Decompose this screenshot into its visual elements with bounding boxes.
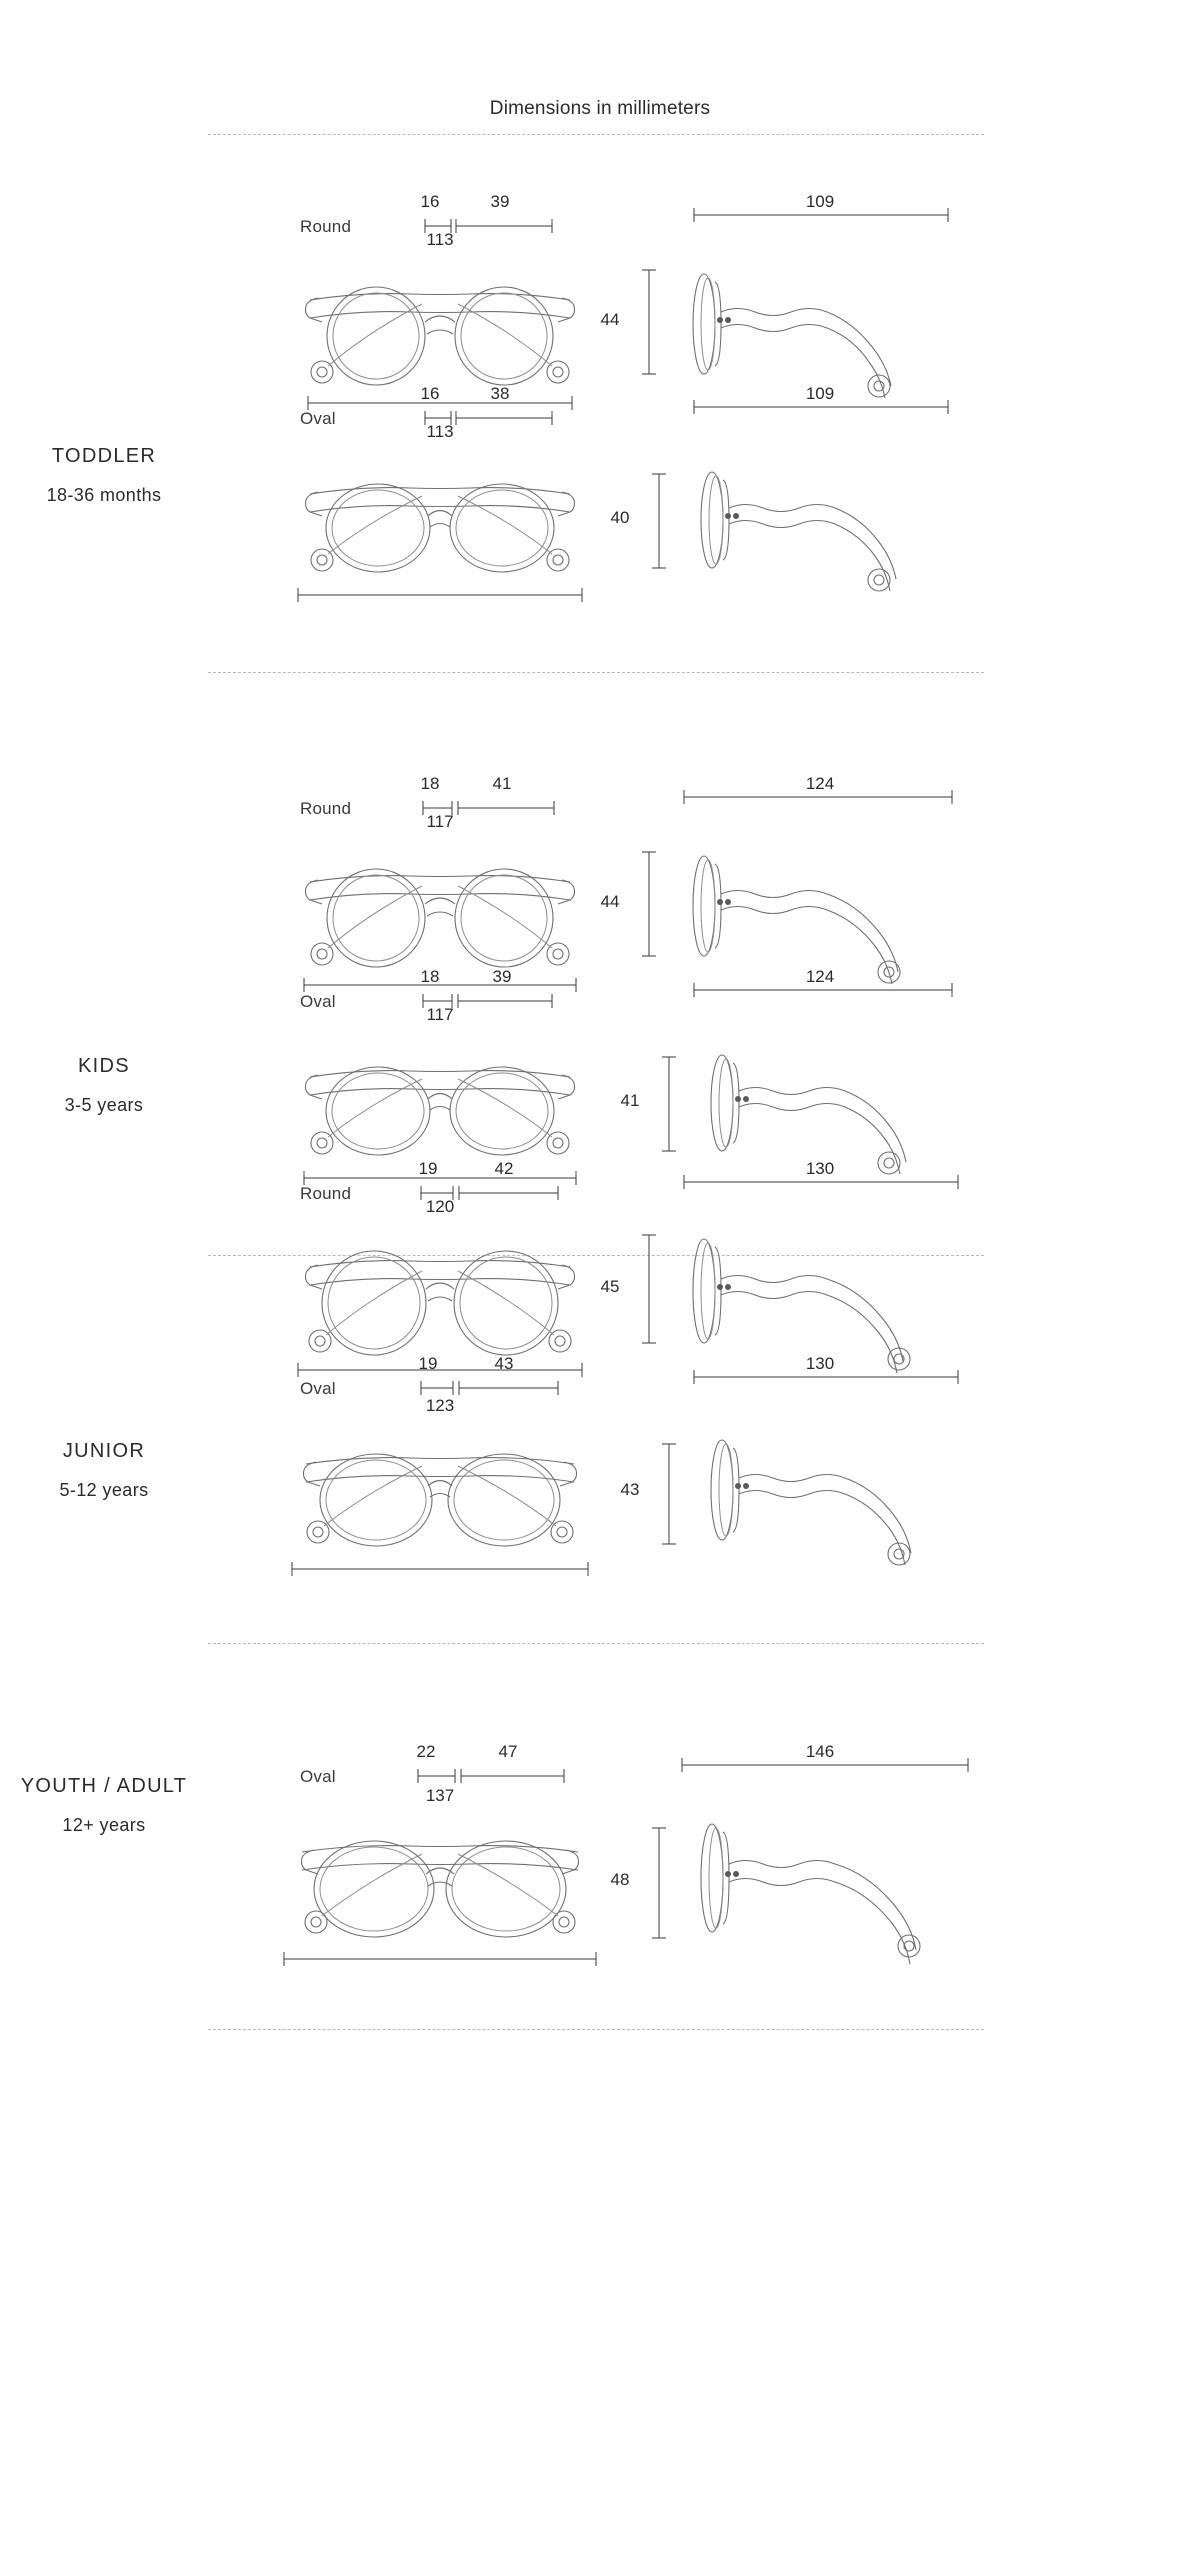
dim-bridge: 18: [420, 774, 440, 793]
dim-temple-length: 146: [805, 1742, 835, 1761]
front-dim-lines: [280, 1758, 600, 1788]
divider: [208, 134, 984, 135]
side-view-oval: [680, 1790, 970, 1970]
dim-temple-length: 124: [805, 967, 835, 986]
side-height-dim-line: [640, 268, 658, 378]
dim-lens-width: 38: [490, 384, 510, 403]
shape-label: Oval: [300, 409, 336, 428]
front-width-dim-line: [280, 1562, 600, 1578]
dim-lens-height: 41: [620, 1091, 640, 1110]
spec-row: [0, 1742, 1200, 2010]
dim-total-width: 120: [425, 1197, 455, 1216]
dim-total-width: 123: [425, 1396, 455, 1415]
spec-row: [0, 1354, 1200, 1622]
group-label-junior: JUNIOR 5-12 years: [59, 1440, 149, 1500]
divider: [208, 2029, 984, 2030]
dim-lens-width: 39: [492, 967, 512, 986]
dim-total-width: 117: [426, 812, 454, 831]
spec-row: [0, 384, 1200, 652]
front-width-dim-line: [280, 1952, 600, 1968]
dim-lens-width: 47: [498, 1742, 518, 1761]
page-title: Dimensions in millimeters: [489, 98, 711, 119]
dim-bridge: 19: [418, 1354, 438, 1373]
dim-temple-length: 130: [805, 1159, 835, 1178]
dim-lens-width: 43: [494, 1354, 514, 1373]
dim-lens-width: 41: [492, 774, 512, 793]
divider: [208, 1643, 984, 1644]
shape-label: Round: [300, 217, 352, 236]
side-height-dim-line: [640, 850, 658, 960]
dim-bridge: 16: [420, 384, 440, 403]
dim-lens-height: 40: [610, 508, 630, 527]
shape-label: Round: [300, 1184, 352, 1203]
front-view-oval: [280, 1790, 600, 1970]
side-height-dim-line: [650, 472, 668, 572]
dim-temple-length: 109: [805, 384, 835, 403]
front-view-oval: [280, 432, 600, 612]
dim-lens-width: 39: [490, 192, 510, 211]
dim-temple-length: 124: [805, 774, 835, 793]
front-width-dim-line: [280, 588, 600, 604]
shape-label: Round: [300, 799, 352, 818]
dim-total-width: 117: [426, 1005, 454, 1024]
shape-label: Oval: [300, 1767, 336, 1786]
side-height-dim-line: [660, 1055, 678, 1155]
dim-total-width: 137: [425, 1786, 455, 1805]
divider: [208, 672, 984, 673]
dim-total-width: 113: [426, 230, 454, 249]
side-height-dim-line: [640, 1233, 658, 1347]
dim-lens-width: 42: [494, 1159, 514, 1178]
dim-bridge: 16: [420, 192, 440, 211]
dim-bridge: 19: [418, 1159, 438, 1178]
dim-bridge: 18: [420, 967, 440, 986]
group-label-youth-adult: YOUTH / ADULT 12+ years: [20, 1775, 188, 1835]
dim-temple-length: 109: [805, 192, 835, 211]
dim-total-width: 113: [426, 422, 454, 441]
dim-lens-height: 45: [600, 1277, 620, 1296]
shape-label: Oval: [300, 992, 336, 1011]
dim-lens-height: 43: [620, 1480, 640, 1499]
side-view-oval: [680, 432, 970, 612]
dim-lens-height: 48: [610, 1870, 630, 1889]
side-view-oval: [680, 1402, 970, 1582]
front-view-oval: [280, 1402, 600, 1582]
shape-label: Oval: [300, 1379, 336, 1398]
side-height-dim-line: [650, 1826, 668, 1942]
side-height-dim-line: [660, 1442, 678, 1548]
dim-lens-height: 44: [600, 310, 620, 329]
dim-lens-height: 44: [600, 892, 620, 911]
dim-bridge: 22: [416, 1742, 436, 1761]
group-label-toddler: TODDLER 18-36 months: [46, 445, 162, 505]
group-label-kids: KIDS 3-5 years: [64, 1055, 144, 1115]
dim-temple-length: 130: [805, 1354, 835, 1373]
